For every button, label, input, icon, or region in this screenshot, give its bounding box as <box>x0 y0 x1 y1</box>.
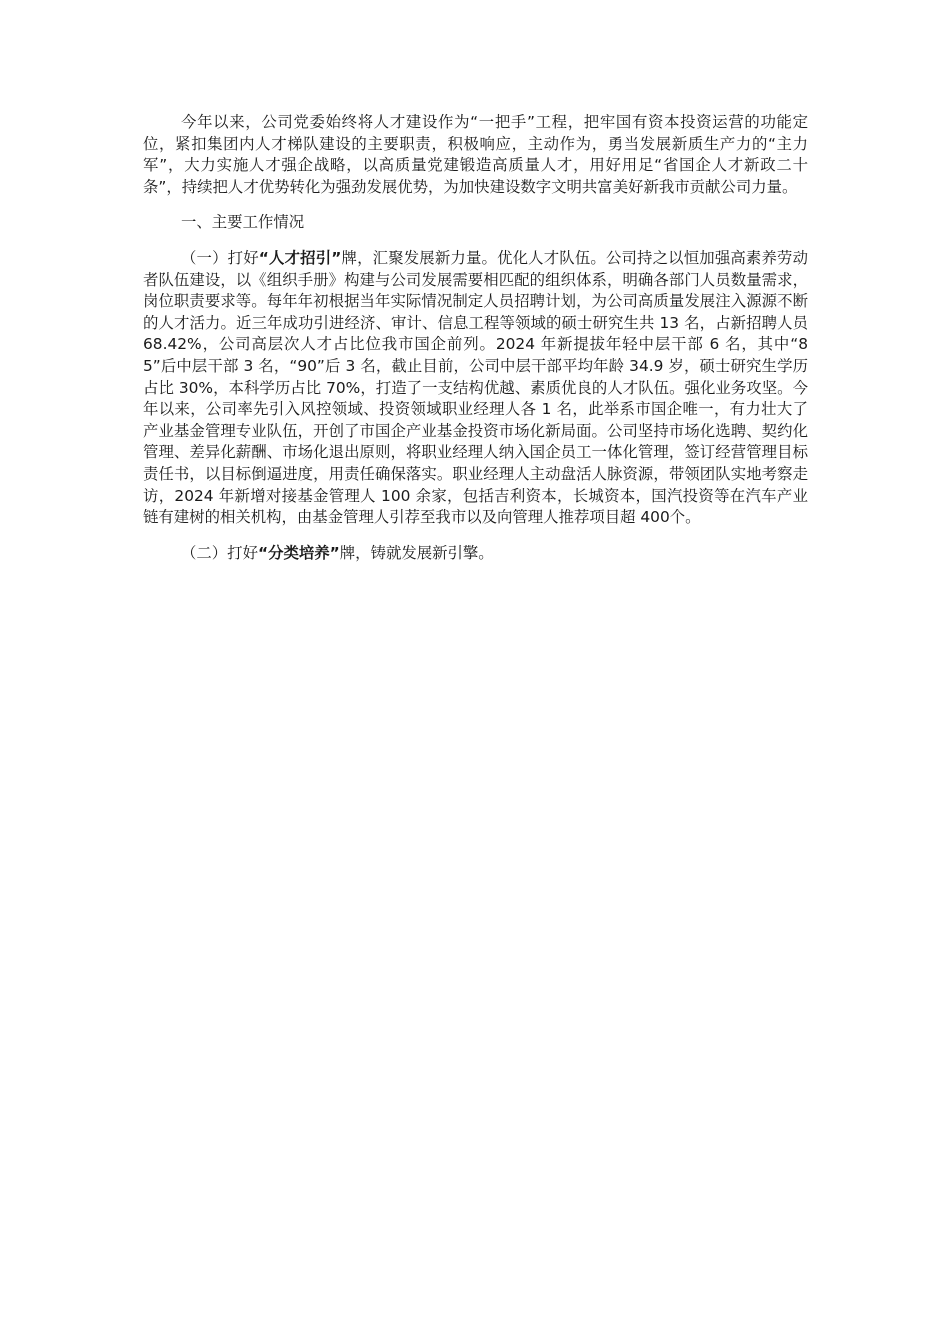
item2-quote: “分类培养” <box>257 543 340 562</box>
item1-prefix: （一）打好 <box>181 248 259 267</box>
item2-paragraph <box>143 543 808 565</box>
item2-suffix: 牌，铸就发展新引擎。 <box>339 543 494 562</box>
item1-quote: “人才招引” <box>258 248 342 267</box>
document-page <box>143 112 808 564</box>
item1-body: 优化人才队伍。公司持之以恒加强高素养劳动者队伍建设，以《组织手册》构建与公司发展需要相匹配的组织体系，明确各部门人员数量需求，岗位职责要求等。每年年初根据当年实际情况制定人员招聘计划，为公司高质量发展注入源源不断的人才活力。近三年成功引进经济、审计、信息工程等领域的硕士研究生共 13 名，占新招聘人员 68.42%，公司高层次人才占比位我市国企前列。2024 年新提拔年轻中层干部 6 名，其中“85”后中层干部 3 名，“90”后 3 名，截止目前，公司中层干部平均年龄 34.9 岁，硕士研究生学历占比 30%，本科学历占比 70%，打造了一支结构优越、素质优良的人才队伍。强化业务攻坚。今年以来，公司率先引入风控领域、投资领域职业经理人各 1 名，此举系市国企唯一，有力壮大了产业基金管理专业队伍，开创了市国企产业基金投资市场化新局面。公司坚持市场化选聘、契约化管理、差异化薪酬、市场化退出原则，将职业经理人纳入国企员工一体化管理，签订经营管理目标责任书，以目标倒逼进度，用责任确保落实。职业经理人主动盘活人脉资源，带领团队实地考察走访，2024 年新增对接基金管理人 100 余家，包括吉利资本，长城资本，国汽投资等在汽车产业链有建树的相关机构，由基金管理人引荐至我市以及向管理人推荐项目超 400个。 <box>143 248 808 527</box>
section-heading: 一、主要工作情况 <box>181 213 305 232</box>
item1-paragraph <box>143 248 808 529</box>
item1-suffix: 牌，汇聚发展新力量。 <box>341 248 498 267</box>
intro-paragraph: 今年以来，公司党委始终将人才建设作为“一把手”工程，把牢国有资本投资运营的功能定位，紧扣集团内人才梯队建设的主要职责，积极响应，主动作为，勇当发展新质生产力的“主力军”，大力实施人才强企战略，以高质量党建锻造高质量人才，用好用足“省国企人才新政二十条”，持续把人才优势转化为强劲发展优势，为加快建设数字文明共富美好新我市贡献公司力量。 <box>143 113 808 196</box>
item2-prefix: （二）打好 <box>181 543 258 562</box>
